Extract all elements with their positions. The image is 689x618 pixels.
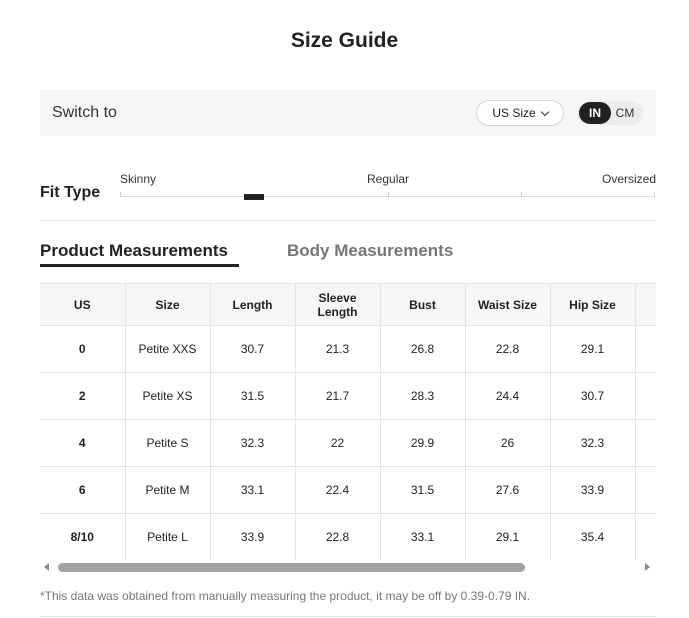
column-header: Sleeve Length: [295, 284, 380, 326]
table-cell: 29.1: [550, 326, 635, 373]
table-cell: 22.4: [295, 467, 380, 514]
table-cell: 33.9: [550, 467, 635, 514]
fit-tick: [521, 192, 522, 197]
fit-type-title: Fit Type: [40, 184, 101, 201]
table-row: [40, 467, 656, 514]
divider: [40, 220, 656, 221]
table-cell: [635, 467, 656, 514]
column-header: Length: [210, 284, 295, 326]
table-row: [40, 420, 656, 467]
column-header: Size: [125, 284, 210, 326]
table-row: [40, 326, 656, 373]
table-header-row: [40, 284, 656, 326]
table-cell: 24.4: [465, 373, 550, 420]
table-cell: 35.4: [550, 514, 635, 561]
table-cell: Petite XS: [125, 373, 210, 420]
table-cell: 31.5: [210, 373, 295, 420]
table-cell: 26: [465, 420, 550, 467]
table-row: [40, 514, 656, 561]
tab-product-measurements[interactable]: Product Measurements: [40, 241, 228, 260]
table-cell: 31.5: [380, 467, 465, 514]
fit-tick: [388, 192, 389, 197]
scroll-right-arrow-icon[interactable]: [645, 563, 650, 571]
unit-toggle[interactable]: [578, 101, 643, 125]
column-header: Bust: [380, 284, 465, 326]
fit-label-oversized: Oversized: [602, 172, 657, 186]
table-cell: 21.7: [295, 373, 380, 420]
table-cell: 6: [40, 467, 125, 514]
table-cell: [635, 420, 656, 467]
fit-tick: [654, 192, 655, 197]
active-tab-underline: [40, 264, 239, 267]
table-cell: 30.7: [550, 373, 635, 420]
fit-indicator: [244, 194, 264, 200]
table-cell: 8/10: [40, 514, 125, 561]
chevron-down-icon: [540, 107, 548, 115]
table-cell: 29.1: [465, 514, 550, 561]
measurements-table-scroll[interactable]: [40, 283, 656, 560]
table-cell: 29.9: [380, 420, 465, 467]
divider: [40, 616, 656, 617]
table-cell: 22.8: [295, 514, 380, 561]
column-header: Waist Size: [465, 284, 550, 326]
column-header: [635, 284, 656, 326]
column-header: US: [40, 284, 125, 326]
fit-label-skinny: Skinny: [120, 172, 157, 186]
table-cell: 33.9: [210, 514, 295, 561]
fit-label-regular: Regular: [367, 172, 410, 186]
table-cell: 32.3: [550, 420, 635, 467]
table-cell: Petite L: [125, 514, 210, 561]
switch-bar: [40, 90, 656, 136]
horizontal-scrollbar-thumb[interactable]: [58, 563, 525, 572]
table-row: [40, 373, 656, 420]
table-cell: [635, 514, 656, 561]
table-cell: 21.3: [295, 326, 380, 373]
table-cell: 33.1: [210, 467, 295, 514]
size-system-select[interactable]: [476, 100, 564, 126]
table-cell: Petite M: [125, 467, 210, 514]
switch-label: Switch to: [52, 104, 117, 121]
table-cell: 22.8: [465, 326, 550, 373]
table-cell: 4: [40, 420, 125, 467]
table-cell: 28.3: [380, 373, 465, 420]
table-cell: 0: [40, 326, 125, 373]
column-header: Hip Size: [550, 284, 635, 326]
measurements-table: [40, 283, 656, 560]
table-cell: 27.6: [465, 467, 550, 514]
table-cell: Petite S: [125, 420, 210, 467]
table-cell: 30.7: [210, 326, 295, 373]
measurement-disclaimer: *This data was obtained from manually measuring the product, it may be off by 0.39-0.79 IN.: [40, 589, 531, 603]
table-cell: 32.3: [210, 420, 295, 467]
fit-tick: [120, 192, 121, 197]
size-system-value: US Size: [492, 106, 536, 120]
table-cell: [635, 326, 656, 373]
table-cell: 22: [295, 420, 380, 467]
unit-cm-option[interactable]: CM: [615, 106, 635, 120]
tab-body-measurements[interactable]: Body Measurements: [287, 241, 454, 260]
table-cell: 26.8: [380, 326, 465, 373]
table-cell: [635, 373, 656, 420]
table-cell: 33.1: [380, 514, 465, 561]
table-cell: Petite XXS: [125, 326, 210, 373]
page-title: Size Guide: [290, 29, 399, 52]
scroll-left-arrow-icon[interactable]: [44, 563, 49, 571]
unit-in-option[interactable]: IN: [579, 102, 611, 124]
table-cell: 2: [40, 373, 125, 420]
